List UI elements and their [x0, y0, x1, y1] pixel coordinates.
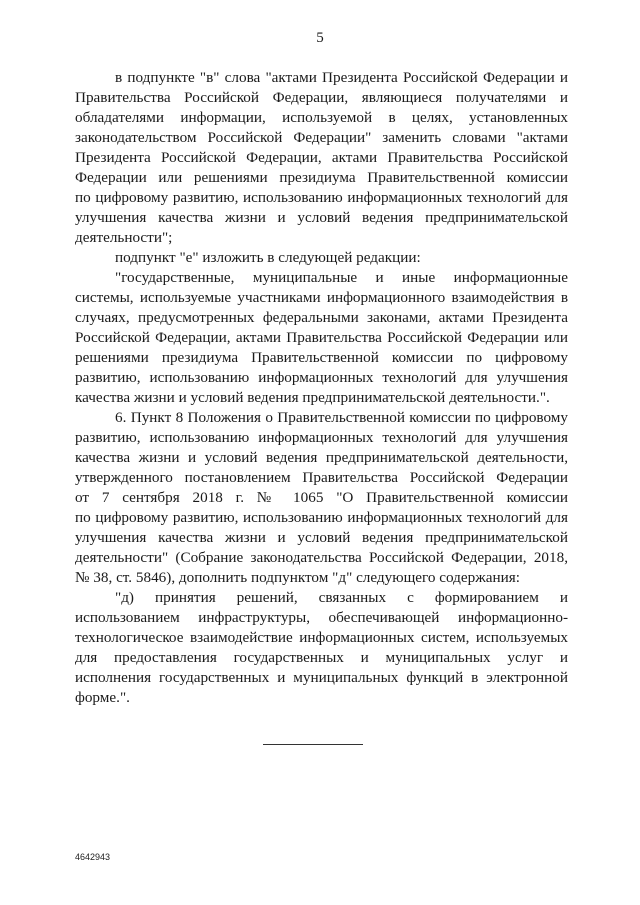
text-line: улучшения качества жизни и условий ведения предпринимательской [75, 529, 568, 546]
text-line: развитию, использованию информационных технологий для улучшения [75, 429, 568, 446]
text-line: исполнения государственных и муниципальных функций в электронной [75, 669, 568, 686]
text-line: деятельности" (Собрание законодательства Российской Федерации, 2018, [75, 549, 568, 566]
text-line: в подпункте "в" слова "актами Президента Российской Федерации и [115, 69, 568, 86]
text-line: развитию, использованию информационных технологий для улучшения [75, 369, 568, 386]
document-body [75, 68, 568, 708]
text-line: для предоставления государственных и муниципальных услуг и [75, 649, 568, 666]
text-line: по цифровому развитию, использованию информационных технологий для [75, 509, 568, 526]
text-line: законодательством Российской Федерации" заменить словами "актами [75, 129, 568, 146]
text-line: № 38, ст. 5846), дополнить подпунктом "д" следующего содержания: [75, 569, 520, 586]
text-line: качества жизни и условий ведения предпринимательской деятельности, [75, 449, 568, 466]
document-id: 4642943 [75, 852, 111, 862]
text-line: использованием инфраструктуры, обеспечивающей информационно- [75, 609, 568, 626]
text-line: утвержденного постановлением Правительства Российской Федерации [75, 469, 568, 486]
text-line: системы, используемые участниками информационного взаимодействия в [75, 289, 568, 306]
page-number: 5 [316, 30, 324, 46]
text-line: форме.". [75, 689, 130, 706]
text-line: Российской Федерации, актами Правительства Российской Федерации или [75, 329, 568, 346]
text-line: подпункт "е" изложить в следующей редакции: [115, 249, 421, 266]
text-line: Президента Российской Федерации, актами Правительства Российской [75, 149, 568, 166]
text-line: "государственные, муниципальные и иные информационные [115, 269, 568, 286]
end-separator-line [263, 744, 363, 745]
text-line: от 7 сентября 2018 г. № 1065 "О Правительственной комиссии [75, 489, 568, 506]
text-line: качества жизни и условий ведения предпринимательской деятельности.". [75, 389, 550, 406]
text-line: технологическое взаимодействие информационных систем, используемых [75, 629, 568, 646]
text-line: случаях, предусмотренных федеральными законами, актами Президента [75, 309, 568, 326]
text-line: Федерации или решениями президиума Правительственной комиссии [75, 169, 568, 186]
text-line: деятельности"; [75, 229, 173, 246]
text-line: обладателями информации, используемой в целях, установленных [75, 109, 568, 126]
text-line: улучшения качества жизни и условий ведения предпринимательской [75, 209, 568, 226]
text-line: по цифровому развитию, использованию информационных технологий для [75, 189, 568, 206]
text-line: "д) принятия решений, связанных с формированием и [115, 589, 568, 606]
text-line: 6. Пункт 8 Положения о Правительственной комиссии по цифровому [115, 409, 568, 426]
text-line: Правительства Российской Федерации, являющиеся получателями и [75, 89, 568, 106]
text-line: решениями президиума Правительственной комиссии по цифровому [75, 349, 568, 366]
